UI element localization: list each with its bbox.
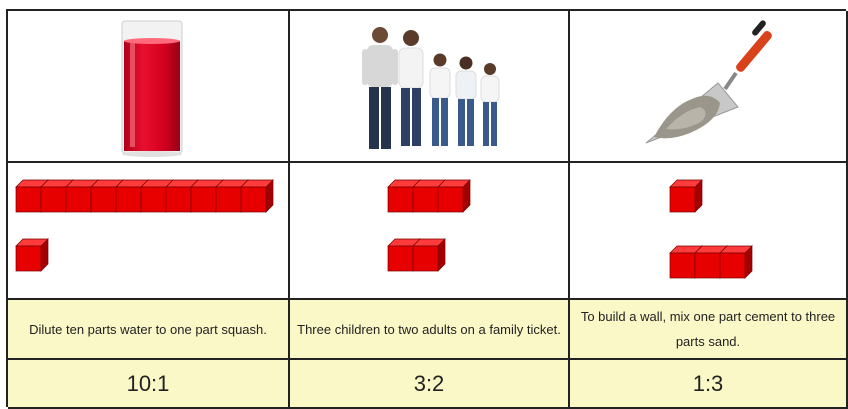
ratio-family: 3:2 <box>290 360 570 409</box>
top-row-cube <box>670 180 702 212</box>
bottom-row-cube <box>413 239 445 271</box>
description-squash: Dilute ten parts water to one part squash. <box>8 300 290 360</box>
cube-blocks-cement <box>570 163 846 298</box>
squash-glass-icon <box>8 11 288 161</box>
cube-blocks-squash <box>8 163 288 298</box>
ratio-squash: 10:1 <box>8 360 290 409</box>
blocks-cell-family <box>290 163 570 300</box>
picture-cell-squash <box>8 11 290 163</box>
description-family: Three children to two adults on a family ticket. <box>290 300 570 360</box>
picture-cell-trowel <box>570 11 848 163</box>
family-icon <box>290 11 568 161</box>
trowel-icon <box>570 11 846 161</box>
bottom-row-cube <box>16 239 48 271</box>
blocks-cell-squash <box>8 163 290 300</box>
ratio-table <box>6 9 846 407</box>
top-row-cube <box>438 180 470 212</box>
blocks-cell-trowel <box>570 163 848 300</box>
ratio-cement: 1:3 <box>570 360 848 409</box>
description-cement: To build a wall, mix one part cement to three parts sand. <box>570 300 848 360</box>
bottom-row-cube <box>720 246 752 278</box>
top-row-cube <box>241 180 273 212</box>
cube-blocks-family <box>290 163 568 298</box>
picture-cell-family <box>290 11 570 163</box>
